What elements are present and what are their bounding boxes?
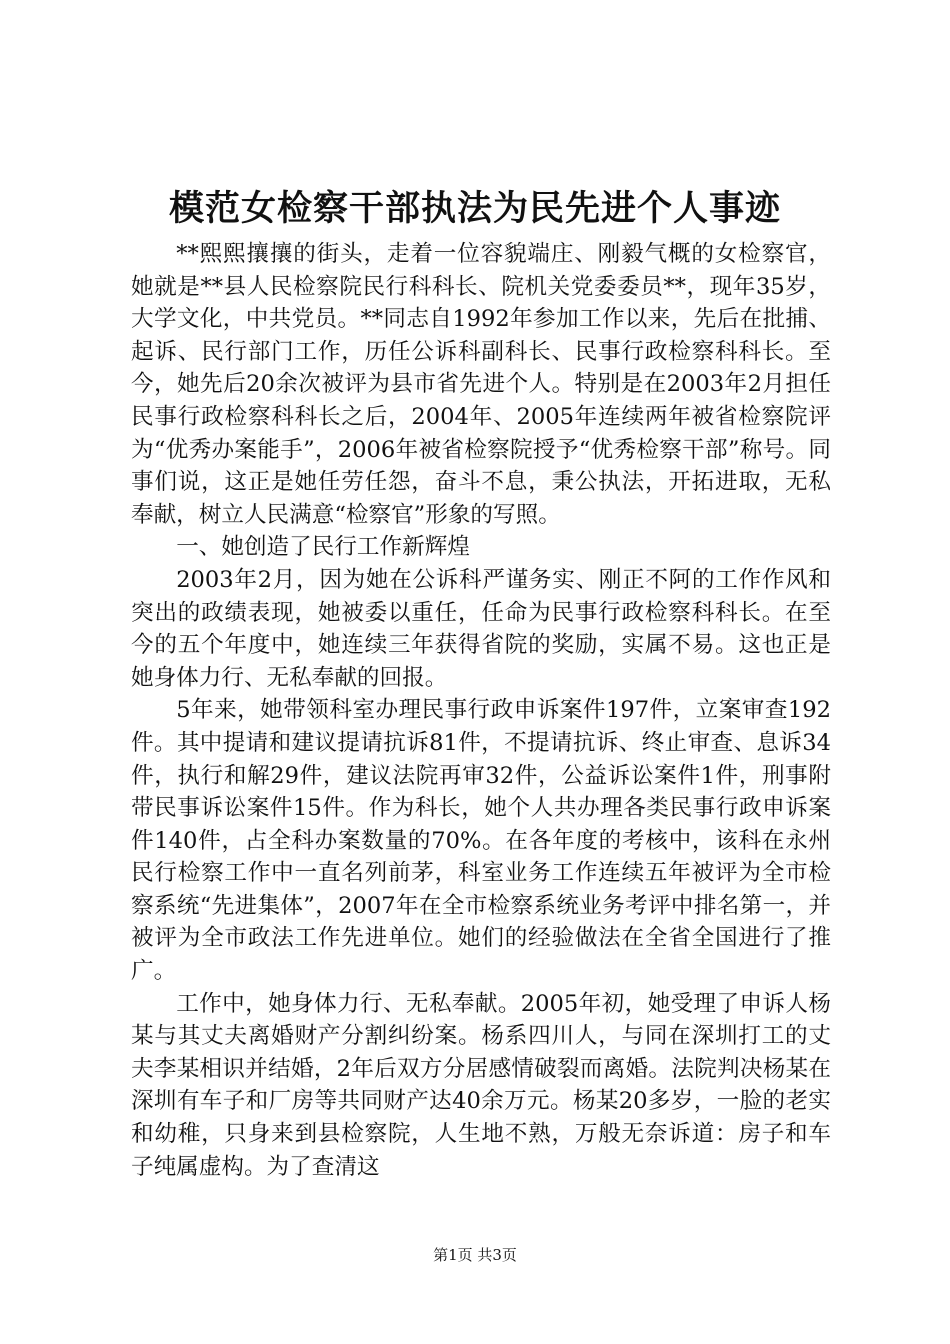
document-body bbox=[131, 238, 831, 1183]
paragraph-intro: **熙熙攘攘的街头，走着一位容貌端庄、刚毅气概的女检察官，她就是**县人民检察院民行科科长、院机关党委委员**，现年35岁，大学文化，中共党员。**同志自1992年参加工作以来，先后在批捕、起诉、民行部门工作，历任公诉科副科长、民事行政检察科科长。至今，她先后20余次被评为县市省先进个人。特别是在2003年2月担任民事行政检察科科长之后，2004年、2005年连续两年被省检察院评为“优秀办案能手”，2006年被省检察院授予“优秀检察干部”称号。同事们说，这正是她任劳任怨，奋斗不息，秉公执法，开拓进取，无私奉献，树立人民满意“检察官”形象的写照。 bbox=[131, 241, 831, 528]
document-title: 模范女检察干部执法为民先进个人事迹 bbox=[168, 188, 781, 229]
section-heading: 一、她创造了民行工作新辉煌 bbox=[176, 534, 470, 561]
paragraph-case-statistics: 5年来，她带领科室办理民事行政申诉案件197件，立案审查192件。其中提请和建议提请抗诉81件，不提请抗诉、终止审查、息诉34件，执行和解29件，建议法院再审32件，公益诉讼案件1件，刑事附带民事诉讼案件15件。作为科长，她个人共办理各类民事行政申诉案件140件，占全科办案数量的70%。在各年度的考核中，该科在永州民行检察工作中一直名列前茅，科室业务工作连续五年被评为全市检察系统“先进集体”，2007年在全市检察系统业务考评中排名第一，并被评为全市政法工作先进单位。她们的经验做法在全省全国进行了推广。 bbox=[131, 697, 831, 985]
page-number-footer: 第1页 共3页 bbox=[433, 1246, 517, 1264]
paragraph-appointment: 2003年2月，因为她在公诉科严谨务实、刚正不阿的工作作风和突出的政绩表现，她被委以重任，任命为民事行政检察科科长。在至今的五个年度中，她连续三年获得省院的奖励，实属不易。这也正是她身体力行、无私奉献的回报。 bbox=[131, 566, 831, 691]
paragraph-case-story: 工作中，她身体力行、无私奉献。2005年初，她受理了申诉人杨某与其丈夫离婚财产分割纠纷案。杨系四川人，与同在深圳打工的丈夫李某相识并结婚，2年后双方分居感情破裂而离婚。法院判决杨某在深圳有车子和厂房等共同财产达40余万元。杨某20多岁，一脸的老实和幼稚，只身来到县检察院，人生地不熟，万般无奈诉道：房子和车子纯属虚构。为了查清这 bbox=[131, 990, 831, 1180]
